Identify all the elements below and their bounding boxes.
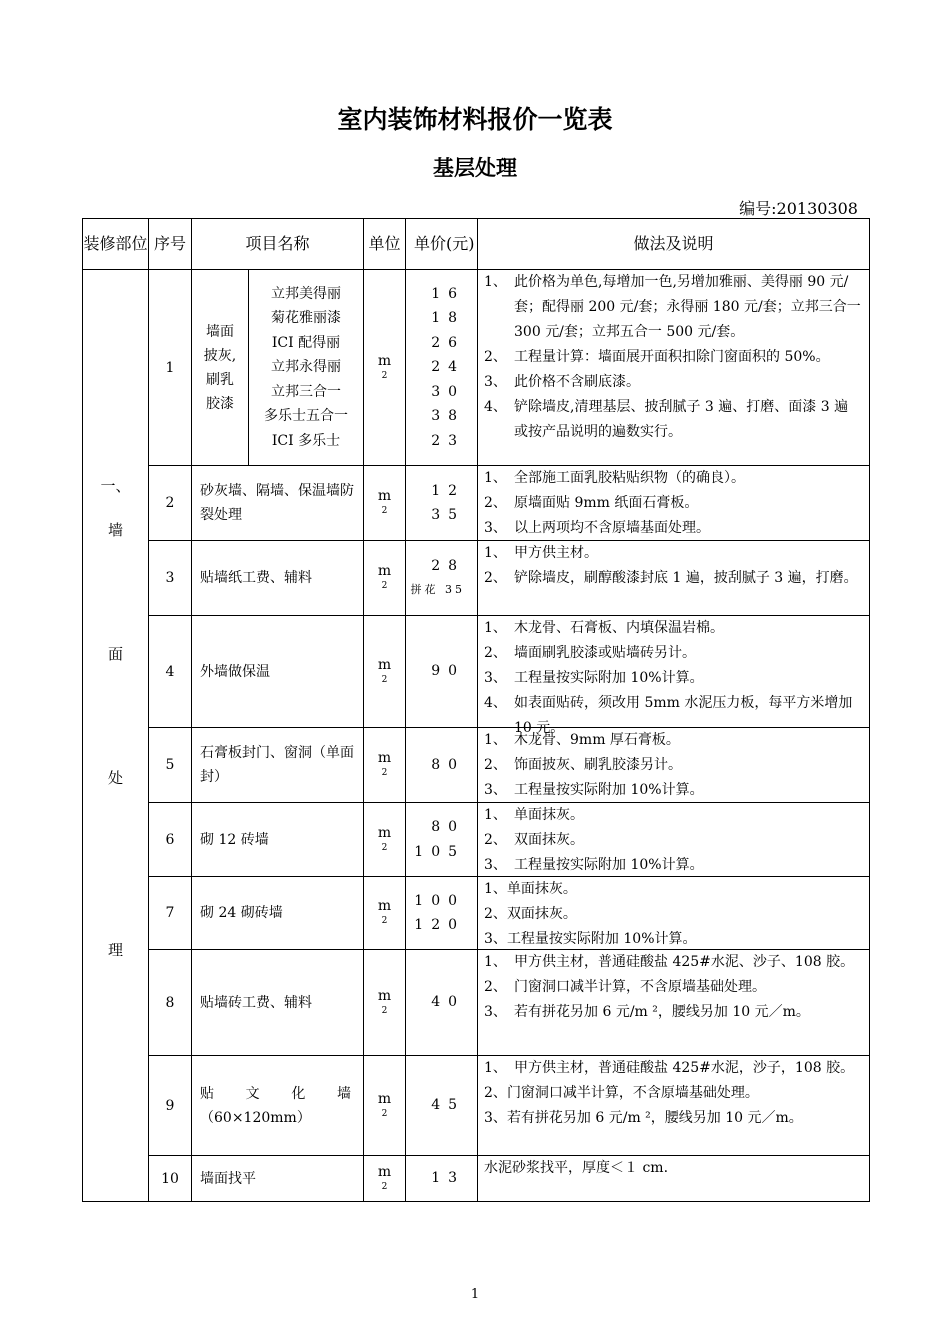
description-text: 若有拼花另加 6 元/m ²，腰线另加 10 元／m。 bbox=[506, 1110, 803, 1126]
unit-text: m bbox=[377, 1163, 392, 1180]
description-item: 2、 饰面披灰、刷乳胶漆另计。 bbox=[484, 757, 683, 773]
unit-text: m bbox=[377, 352, 392, 369]
unit-superscript: 2 bbox=[381, 1005, 388, 1016]
description-text: 门窗洞口减半计算，不含原墙基础处理。 bbox=[514, 979, 767, 995]
product-name: 菊花雅丽漆 bbox=[271, 310, 341, 327]
unit-superscript: 2 bbox=[381, 1108, 388, 1119]
description-list bbox=[484, 728, 861, 803]
price-value: 18 bbox=[431, 310, 466, 327]
category-char: 处 bbox=[107, 769, 123, 787]
product-name: 立邦永得丽 bbox=[271, 359, 341, 376]
description-item: 1、 全部施工面乳胶粘贴织物（的确良）。 bbox=[484, 470, 746, 486]
description-item: 1、 单面抹灰。 bbox=[484, 807, 585, 823]
description-item: 3、 若有拼花另加 6 元/m ²，腰线另加 10 元／m。 bbox=[484, 1004, 810, 1020]
row-number: 5 bbox=[149, 728, 192, 803]
description-list bbox=[484, 541, 861, 591]
description-item: 3、 以上两项均不含原墙基面处理。 bbox=[484, 520, 711, 536]
price-value: 13 bbox=[431, 1170, 466, 1187]
item-name: 外墙做保温 bbox=[192, 616, 364, 728]
unit-price bbox=[406, 466, 478, 541]
item-name: 砌 12 砖墙 bbox=[192, 803, 364, 877]
description-text: 单面抹灰。 bbox=[506, 881, 577, 897]
price-value: 80 bbox=[431, 756, 466, 773]
description-item: 2、 墙面刷乳胶漆或贴墙砖另计。 bbox=[484, 645, 697, 661]
description-text: 工程量按实际附加 10%计算。 bbox=[514, 857, 704, 873]
header-unit: 单位 bbox=[364, 219, 406, 270]
unit-superscript: 2 bbox=[381, 768, 388, 778]
row-number: 8 bbox=[149, 950, 192, 1056]
unit-text: m bbox=[377, 824, 392, 841]
price-value: 120 bbox=[414, 917, 466, 933]
unit-cell bbox=[364, 950, 406, 1056]
description-text: 水泥砂浆找平，厚度＜１ cm. bbox=[484, 1160, 669, 1176]
table-row bbox=[83, 616, 870, 728]
header-number: 序号 bbox=[149, 219, 192, 270]
description-list bbox=[484, 1056, 861, 1131]
description-item: 1、 甲方供主材。 bbox=[484, 545, 599, 561]
unit-price bbox=[406, 616, 478, 728]
unit-price bbox=[406, 877, 478, 950]
price-table bbox=[82, 218, 870, 1202]
product-list bbox=[249, 270, 364, 466]
unit-text: m bbox=[377, 656, 392, 673]
table-row bbox=[83, 270, 870, 466]
unit-superscript: 2 bbox=[381, 1181, 388, 1192]
description-item: 1、 甲方供主材，普通硅酸盐 425#水泥、沙子、108 胶。 bbox=[484, 954, 855, 970]
description-text: 甲方供主材。 bbox=[514, 545, 599, 561]
price-value: 105 bbox=[414, 843, 466, 860]
description-item: 1、 甲方供主材，普通硅酸盐 425#水泥，沙子，108 胶。 bbox=[484, 1060, 855, 1076]
item-name: 石膏板封门、窗洞（单面封） bbox=[192, 728, 364, 803]
item-name: 贴墙纸工费、辅料 bbox=[192, 541, 364, 616]
unit-text: m bbox=[377, 1090, 392, 1107]
unit-superscript: 2 bbox=[381, 842, 388, 853]
category-char: 墙 bbox=[107, 521, 123, 539]
unit-text: m bbox=[377, 987, 392, 1004]
description-item: 1、单面抹灰。 bbox=[484, 881, 577, 897]
unit-text: m bbox=[377, 563, 392, 579]
description-item: 2、 双面抹灰。 bbox=[484, 832, 585, 848]
item-name bbox=[192, 270, 249, 466]
unit-price bbox=[406, 1056, 478, 1156]
product-name: 立邦三合一 bbox=[271, 383, 341, 400]
unit-price bbox=[406, 950, 478, 1056]
description-cell bbox=[478, 466, 870, 541]
description-item: 3、 工程量按实际附加 10%计算。 bbox=[484, 782, 704, 798]
description-text: 门窗洞口减半计算，不含原墙基础处理。 bbox=[506, 1085, 759, 1101]
description-text: 木龙骨、石膏板、内填保温岩棉。 bbox=[514, 620, 725, 636]
description-cell bbox=[478, 1156, 870, 1202]
description-text: 甲方供主材，普通硅酸盐 425#水泥，沙子，108 胶。 bbox=[514, 1060, 855, 1076]
description-item: 3、工程量按实际附加 10%计算。 bbox=[484, 931, 697, 947]
description-item: 2、双面抹灰。 bbox=[484, 906, 577, 922]
item-name: 贴 文 化 墙（60×120mm） bbox=[192, 1056, 364, 1156]
header-item-name: 项目名称 bbox=[192, 219, 364, 270]
description-item: 3、 此价格不含刷底漆。 bbox=[484, 374, 641, 390]
description-text: 双面抹灰。 bbox=[506, 906, 577, 922]
unit-price bbox=[406, 270, 478, 466]
header-section: 装修部位 bbox=[83, 219, 149, 270]
description-text: 饰面披灰、刷乳胶漆另计。 bbox=[514, 757, 683, 773]
unit-superscript: 2 bbox=[381, 370, 388, 381]
unit-cell bbox=[364, 1056, 406, 1156]
description-item: 1、 此价格为单色,每增加一色,另增加雅丽、美得丽 90 元/套；配得丽 200 元/套；永得丽 180 元/套；立邦三合一 300 元/套；立邦五合一 500 元/套。 bbox=[484, 274, 861, 340]
price-value: 80 bbox=[431, 819, 466, 835]
unit-cell bbox=[364, 877, 406, 950]
description-item: 4、 如表面贴砖，须改用 5mm 水泥压力板，每平方米增加 10 元。 bbox=[484, 695, 853, 736]
description-item: 2、门窗洞口减半计算，不含原墙基础处理。 bbox=[484, 1085, 759, 1101]
description-cell bbox=[478, 803, 870, 877]
item-name-line: 披灰, bbox=[203, 347, 237, 364]
description-list bbox=[484, 270, 861, 445]
price-value: 24 bbox=[431, 359, 466, 376]
price-value: 40 bbox=[431, 994, 466, 1011]
description-cell bbox=[478, 270, 870, 466]
table-row bbox=[83, 466, 870, 541]
description-item: 4、 铲除墙皮,清理基层、披刮腻子 3 遍、打磨、面漆 3 遍或按产品说明的遍数实行。 bbox=[484, 399, 849, 440]
description-list bbox=[484, 803, 861, 878]
description-item: 2、 铲除墙皮，刷醇酸漆封底 1 遍，披刮腻子 3 遍，打磨。 bbox=[484, 570, 858, 586]
header-description: 做法及说明 bbox=[478, 219, 870, 270]
row-number: 6 bbox=[149, 803, 192, 877]
unit-text: m bbox=[377, 488, 392, 504]
description-item: 2、 门窗洞口减半计算，不含原墙基础处理。 bbox=[484, 979, 767, 995]
table-row bbox=[83, 1156, 870, 1202]
description-text: 双面抹灰。 bbox=[514, 832, 585, 848]
price-value: 35 bbox=[431, 507, 466, 523]
category-char: 理 bbox=[107, 941, 123, 959]
table-row bbox=[83, 950, 870, 1056]
description-text: 全部施工面乳胶粘贴织物（的确良）。 bbox=[514, 470, 746, 486]
unit-price bbox=[406, 803, 478, 877]
product-name: ICI 配得丽 bbox=[271, 334, 341, 351]
table-header-row bbox=[83, 219, 870, 270]
price-value: 16 bbox=[431, 285, 466, 302]
unit-cell bbox=[364, 728, 406, 803]
description-item: 3、 工程量按实际附加 10%计算。 bbox=[484, 670, 704, 686]
table-row bbox=[83, 877, 870, 950]
description-text: 此价格不含刷底漆。 bbox=[514, 374, 641, 390]
row-number: 7 bbox=[149, 877, 192, 950]
table-body bbox=[83, 270, 870, 1202]
price-value: 30 bbox=[431, 383, 466, 400]
row-number: 2 bbox=[149, 466, 192, 541]
description-item: 2、 原墙面贴 9mm 纸面石膏板。 bbox=[484, 495, 699, 511]
table-row bbox=[83, 803, 870, 877]
description-text: 工程量按实际附加 10%计算。 bbox=[514, 670, 704, 686]
item-name: 砂灰墙、隔墙、保温墙防裂处理 bbox=[192, 466, 364, 541]
unit-superscript: 2 bbox=[381, 581, 388, 591]
row-number: 10 bbox=[149, 1156, 192, 1202]
description-list bbox=[484, 616, 861, 741]
description-cell bbox=[478, 877, 870, 950]
product-name: 多乐士五合一 bbox=[264, 408, 348, 425]
table-row bbox=[83, 728, 870, 803]
description-text: 如表面贴砖，须改用 5mm 水泥压力板，每平方米增加 10 元。 bbox=[514, 695, 853, 736]
document-code: 编号:20130308 bbox=[739, 199, 858, 218]
price-value: 38 bbox=[431, 408, 466, 425]
description-text: 原墙面贴 9mm 纸面石膏板。 bbox=[514, 495, 699, 511]
description-text: 单面抹灰。 bbox=[514, 807, 585, 823]
product-name: ICI 多乐士 bbox=[271, 432, 341, 449]
unit-price bbox=[406, 541, 478, 616]
price-value: 28 bbox=[431, 557, 466, 574]
description-list bbox=[484, 877, 861, 952]
description-item: 2、 工程量计算：墙面展开面积扣除门窗面积的 50%。 bbox=[484, 349, 830, 365]
price-value: 26 bbox=[431, 334, 466, 351]
table-row bbox=[83, 541, 870, 616]
description-cell bbox=[478, 728, 870, 803]
description-cell bbox=[478, 950, 870, 1056]
description-item: 1、 木龙骨、石膏板、内填保温岩棉。 bbox=[484, 620, 725, 636]
description-item: 3、 工程量按实际附加 10%计算。 bbox=[484, 857, 704, 873]
unit-cell bbox=[364, 616, 406, 728]
price-value: 100 bbox=[414, 892, 466, 909]
description-cell bbox=[478, 1056, 870, 1156]
description-cell bbox=[478, 616, 870, 736]
unit-text: m bbox=[377, 898, 392, 914]
unit-text: m bbox=[377, 750, 392, 766]
unit-superscript: 2 bbox=[381, 674, 388, 685]
page-title: 室内装饰材料报价一览表 bbox=[337, 105, 613, 134]
unit-price bbox=[406, 728, 478, 803]
item-name-line: 墙面 bbox=[206, 323, 234, 340]
description-text: 甲方供主材，普通硅酸盐 425#水泥、沙子、108 胶。 bbox=[514, 954, 855, 970]
description-text: 以上两项均不含原墙基面处理。 bbox=[514, 520, 711, 536]
row-number: 1 bbox=[149, 270, 192, 466]
category-cell bbox=[83, 270, 149, 1202]
price-value: 90 bbox=[431, 663, 466, 680]
unit-superscript: 2 bbox=[381, 916, 388, 926]
description-text: 此价格为单色,每增加一色,另增加雅丽、美得丽 90 元/套；配得丽 200 元/套；永得丽 180 元/套；立邦三合一 300 元/套；立邦五合一 500 元/套。 bbox=[514, 274, 861, 340]
table-row bbox=[83, 1056, 870, 1156]
unit-cell bbox=[364, 1156, 406, 1202]
page-number: 1 bbox=[470, 1287, 480, 1302]
description-text: 工程量按实际附加 10%计算。 bbox=[506, 931, 697, 947]
unit-cell bbox=[364, 466, 406, 541]
item-name-line: 刷乳 bbox=[206, 371, 234, 388]
item-name: 贴墙砖工费、辅料 bbox=[192, 950, 364, 1056]
price-value: 45 bbox=[431, 1097, 466, 1114]
item-name-line: 胶漆 bbox=[206, 395, 234, 412]
row-number: 9 bbox=[149, 1056, 192, 1156]
description-text: 铲除墙皮,清理基层、披刮腻子 3 遍、打磨、面漆 3 遍或按产品说明的遍数实行。 bbox=[514, 399, 849, 440]
category-prefix: 一、 bbox=[100, 477, 131, 495]
description-text: 工程量计算：墙面展开面积扣除门窗面积的 50%。 bbox=[514, 349, 830, 365]
product-name: 立邦美得丽 bbox=[271, 285, 341, 302]
item-name: 墙面找平 bbox=[192, 1156, 364, 1202]
category-char: 面 bbox=[107, 645, 123, 663]
description-item: 3、若有拼花另加 6 元/m ²，腰线另加 10 元／m。 bbox=[484, 1110, 803, 1126]
description-text: 铲除墙皮，刷醇酸漆封底 1 遍，披刮腻子 3 遍，打磨。 bbox=[514, 570, 858, 586]
section-subtitle: 基层处理 bbox=[433, 156, 517, 180]
row-number: 4 bbox=[149, 616, 192, 728]
description-text: 木龙骨、9mm 厚石膏板。 bbox=[514, 732, 680, 748]
description-list bbox=[484, 466, 861, 541]
description-item: 1、 木龙骨、9mm 厚石膏板。 bbox=[484, 732, 680, 748]
description-list bbox=[484, 950, 861, 1025]
description-text: 工程量按实际附加 10%计算。 bbox=[514, 782, 704, 798]
price-note: 拼花 35 bbox=[410, 583, 466, 596]
unit-price bbox=[406, 1156, 478, 1202]
row-number: 3 bbox=[149, 541, 192, 616]
description-cell bbox=[478, 541, 870, 616]
item-name: 砌 24 砌砖墙 bbox=[192, 877, 364, 950]
unit-cell bbox=[364, 270, 406, 466]
price-value: 12 bbox=[431, 482, 466, 499]
unit-cell bbox=[364, 803, 406, 877]
header-unit-price: 单价(元) bbox=[406, 219, 478, 270]
description-text: 若有拼花另加 6 元/m ²，腰线另加 10 元／m。 bbox=[514, 1004, 810, 1020]
unit-superscript: 2 bbox=[381, 506, 388, 516]
description-text: 墙面刷乳胶漆或贴墙砖另计。 bbox=[514, 645, 697, 661]
unit-cell bbox=[364, 541, 406, 616]
price-value: 23 bbox=[431, 432, 466, 449]
